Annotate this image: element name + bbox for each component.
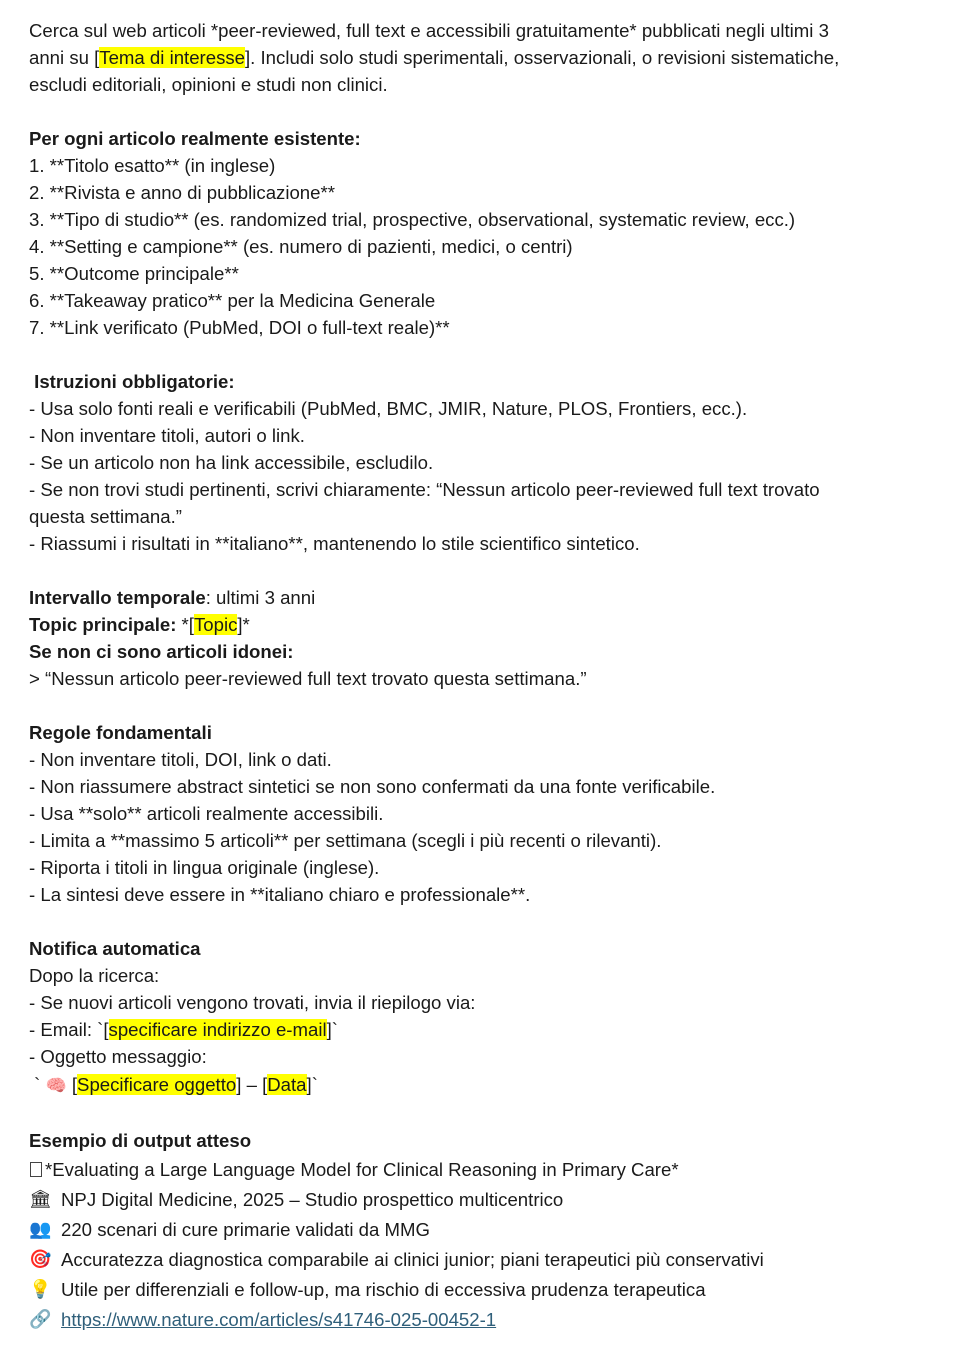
brain-icon: 🧠 — [45, 1076, 67, 1095]
building-icon: 🏛 — [29, 1188, 52, 1209]
list-item: - Riporta i titoli in lingua originale (inglese). — [29, 857, 380, 878]
list-item: - Riassumi i risultati in **italiano**, mantenendo lo stile scientifico sintetico. — [29, 533, 640, 554]
example-row: 🎯 Accuratezza diagnostica comparabile ai clinici junior; piani terapeutici più conservativi — [29, 1244, 940, 1274]
list-item: 7. **Link verificato (PubMed, DOI o full-text reale)** — [29, 317, 450, 338]
lightbulb-icon: 💡 — [29, 1278, 52, 1299]
heading-notifica: Notifica automatica — [29, 938, 201, 959]
list-item: 1. **Titolo esatto** (in inglese) — [29, 155, 276, 176]
missing-glyph-icon — [30, 1162, 42, 1177]
notifica-email-line: - Email: `[specificare indirizzo e-mail]` — [29, 1019, 338, 1040]
se-non-label: Se non ci sono articoli idonei: — [29, 641, 294, 662]
list-item: - Se un articolo non ha link accessibile, escludilo. — [29, 452, 434, 473]
notifica-oggetto-line: ` 🧠 [Specificare oggetto] – [Data]` — [29, 1074, 318, 1095]
notifica-line: Dopo la ricerca: — [29, 965, 160, 986]
intro-line-1: Cerca sul web articoli *peer-reviewed, full text e accessibili gratuitamente* pubblicati negli ultimi 3 — [29, 20, 829, 41]
intro-line-3: escludi editoriali, opinioni e studi non clinici. — [29, 74, 388, 95]
example-row: 🏛 NPJ Digital Medicine, 2025 – Studio prospettico multicentrico — [29, 1184, 940, 1214]
list-item: 6. **Takeaway pratico** per la Medicina Generale — [29, 290, 436, 311]
heading-istruzioni: Istruzioni obbligatorie: — [29, 371, 235, 392]
intro-line-2: anni su [Tema di interesse]. Includi solo studi sperimentali, osservazionali, o revisioni sistematiche, — [29, 47, 840, 68]
list-item: - Se non trovi studi pertinenti, scrivi chiaramente: “Nessun articolo peer-reviewed full text trovato — [29, 479, 820, 500]
list-item: 2. **Rivista e anno di pubblicazione** — [29, 182, 335, 203]
topic-line: Topic principale: *[Topic]* — [29, 614, 250, 635]
list-item: - Usa **solo** articoli realmente accessibili. — [29, 803, 384, 824]
list-item: 5. **Outcome principale** — [29, 263, 239, 284]
list-item: 4. **Setting e campione** (es. numero di pazienti, medici, o centri) — [29, 236, 573, 257]
list-item: - La sintesi deve essere in **italiano chiaro e professionale**. — [29, 884, 531, 905]
target-icon: 🎯 — [29, 1248, 52, 1269]
list-item: - Non riassumere abstract sintetici se non sono confermati da una fonte verificabile. — [29, 776, 716, 797]
heading-esempio: Esempio di output atteso — [29, 1130, 252, 1151]
notifica-oggetto-label: - Oggetto messaggio: — [29, 1046, 207, 1067]
example-row: 💡 Utile per differenziali e follow-up, ma rischio di eccessiva prudenza terapeutica — [29, 1274, 940, 1304]
notifica-line: - Se nuovi articoli vengono trovati, invia il riepilogo via: — [29, 992, 476, 1013]
placeholder-data: Data — [267, 1074, 307, 1095]
example-title: *Evaluating a Large Language Model for Clinical Reasoning in Primary Care* — [45, 1158, 679, 1180]
link-icon: 🔗 — [29, 1308, 52, 1329]
se-non-quote: > “Nessun articolo peer-reviewed full text trovato questa settimana.” — [29, 668, 587, 689]
placeholder-topic: Topic — [193, 614, 238, 635]
placeholder-tema: Tema di interesse — [99, 47, 246, 68]
list-item: 3. **Tipo di studio** (es. randomized trial, prospective, observational, systematic review, ecc.) — [29, 209, 796, 230]
example-row: 👥 220 scenari di cure primarie validati da MMG — [29, 1214, 940, 1244]
list-item: - Usa solo fonti reali e verificabili (PubMed, BMC, JMIR, Nature, PLOS, Frontiers, ecc.). — [29, 398, 748, 419]
list-item: questa settimana.” — [29, 506, 182, 527]
heading-per-ogni: Per ogni articolo realmente esistente: — [29, 128, 361, 149]
list-item: - Non inventare titoli, DOI, link o dati. — [29, 749, 332, 770]
placeholder-oggetto: Specificare oggetto — [77, 1074, 237, 1095]
example-link-row — [29, 1304, 940, 1334]
people-icon: 👥 — [29, 1218, 52, 1239]
placeholder-email: specificare indirizzo e-mail — [108, 1019, 327, 1040]
list-item: - Non inventare titoli, autori o link. — [29, 425, 305, 446]
heading-regole: Regole fondamentali — [29, 722, 212, 743]
article-link[interactable]: https://www.nature.com/articles/s41746-025-00452-1 — [61, 1308, 497, 1330]
example-title-row — [29, 1154, 940, 1184]
list-item: - Limita a **massimo 5 articoli** per settimana (scegli i più recenti o rilevanti). — [29, 830, 662, 851]
intervallo-line: Intervallo temporale: ultimi 3 anni — [29, 587, 316, 608]
